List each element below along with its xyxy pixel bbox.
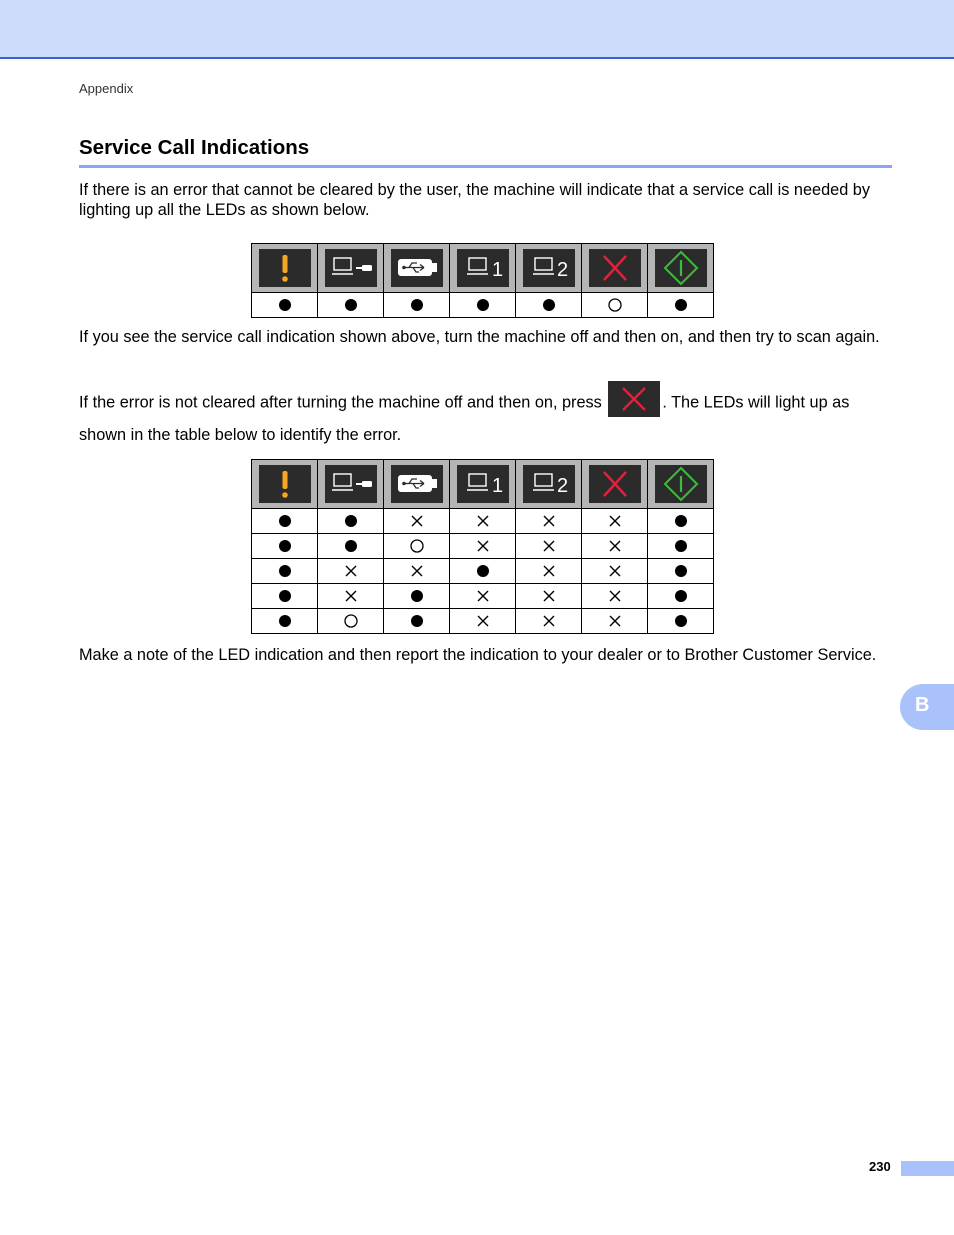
led-cell bbox=[516, 559, 582, 584]
led-cell bbox=[516, 534, 582, 559]
led-on-mark bbox=[410, 298, 424, 312]
led-on-mark bbox=[278, 614, 292, 628]
led-header-cell bbox=[516, 460, 582, 509]
led-irrelevant-mark bbox=[477, 590, 489, 602]
led-cell bbox=[252, 584, 318, 609]
led-cell bbox=[384, 293, 450, 318]
led-cell bbox=[450, 293, 516, 318]
led-cell bbox=[648, 509, 714, 534]
led-cell bbox=[318, 509, 384, 534]
led-irrelevant-mark bbox=[543, 515, 555, 527]
scan-to-pc-icon bbox=[325, 249, 377, 287]
led-header-cell bbox=[252, 460, 318, 509]
pc1-label: 1 bbox=[491, 259, 503, 281]
stop-paragraph-before: If the error is not cleared after turning the machine off and then on, press bbox=[79, 393, 607, 412]
pc1-label: 1 bbox=[491, 475, 503, 497]
led-irrelevant-mark bbox=[609, 590, 621, 602]
led-row bbox=[252, 609, 714, 634]
page-number-bar bbox=[901, 1161, 954, 1176]
led-cell bbox=[450, 584, 516, 609]
led-on-mark bbox=[674, 539, 688, 553]
led-on-mark bbox=[344, 539, 358, 553]
led-header-cell bbox=[384, 460, 450, 509]
led-irrelevant-mark bbox=[477, 515, 489, 527]
led-cell bbox=[252, 293, 318, 318]
led-irrelevant-mark bbox=[345, 590, 357, 602]
page-number: 230 bbox=[869, 1159, 891, 1174]
led-on-mark bbox=[278, 589, 292, 603]
restart-paragraph: If you see the service call indication shown above, turn the machine off and then on, and then try to scan again. bbox=[79, 328, 880, 346]
appendix-tab bbox=[900, 684, 954, 730]
header-band bbox=[0, 0, 954, 59]
led-cell bbox=[318, 534, 384, 559]
led-cell bbox=[450, 609, 516, 634]
led-row bbox=[252, 559, 714, 584]
scan-to-pc-icon bbox=[325, 465, 377, 503]
led-cell bbox=[648, 609, 714, 634]
section-title: Service Call Indications bbox=[79, 136, 310, 159]
led-row bbox=[252, 293, 714, 318]
led-cell bbox=[450, 509, 516, 534]
led-cell bbox=[582, 509, 648, 534]
led-irrelevant-mark bbox=[411, 515, 423, 527]
scan-to-usb-icon bbox=[391, 249, 443, 287]
start-icon bbox=[655, 249, 707, 287]
pc2-label: 2 bbox=[556, 475, 568, 497]
led-cell bbox=[384, 509, 450, 534]
led-header-cell bbox=[516, 244, 582, 293]
led-header-row bbox=[252, 244, 714, 293]
intro-paragraph: If there is an error that cannot be cleared by the user, the machine will indicate that a service call is needed by lighting up all the LEDs as shown below. bbox=[79, 181, 870, 219]
scan-to-pc2-icon bbox=[523, 249, 575, 287]
stop-icon bbox=[589, 249, 641, 287]
led-cell bbox=[648, 293, 714, 318]
led-cell bbox=[318, 609, 384, 634]
led-cell bbox=[648, 559, 714, 584]
pc2-label: 2 bbox=[556, 259, 568, 281]
led-irrelevant-mark bbox=[609, 515, 621, 527]
led-irrelevant-mark bbox=[477, 615, 489, 627]
led-on-mark bbox=[278, 539, 292, 553]
led-header-cell bbox=[450, 244, 516, 293]
scan-to-pc1-icon bbox=[457, 249, 509, 287]
title-underline bbox=[79, 165, 892, 168]
led-cell bbox=[582, 534, 648, 559]
led-cell bbox=[318, 584, 384, 609]
led-cell bbox=[384, 534, 450, 559]
led-on-mark bbox=[278, 298, 292, 312]
error-icon bbox=[259, 465, 311, 503]
stop-paragraph bbox=[79, 385, 894, 449]
led-irrelevant-mark bbox=[477, 540, 489, 552]
led-cell bbox=[252, 509, 318, 534]
led-off-mark bbox=[410, 539, 424, 553]
led-cell bbox=[582, 584, 648, 609]
error-icon bbox=[259, 249, 311, 287]
led-on-mark bbox=[278, 514, 292, 528]
led-cell bbox=[384, 559, 450, 584]
led-row bbox=[252, 509, 714, 534]
led-on-mark bbox=[344, 298, 358, 312]
led-cell bbox=[516, 584, 582, 609]
led-on-mark bbox=[410, 589, 424, 603]
led-on-mark bbox=[410, 614, 424, 628]
scan-to-usb-icon bbox=[391, 465, 443, 503]
appendix-tab-letter: B bbox=[915, 694, 930, 716]
stop-icon bbox=[589, 465, 641, 503]
led-cell bbox=[252, 534, 318, 559]
led-cell bbox=[252, 559, 318, 584]
led-cell bbox=[252, 609, 318, 634]
led-off-mark bbox=[608, 298, 622, 312]
led-irrelevant-mark bbox=[543, 540, 555, 552]
led-row bbox=[252, 584, 714, 609]
led-cell bbox=[582, 609, 648, 634]
led-cell bbox=[648, 584, 714, 609]
led-row bbox=[252, 534, 714, 559]
led-header-cell bbox=[384, 244, 450, 293]
breadcrumb: Appendix bbox=[79, 81, 134, 96]
led-cell bbox=[450, 534, 516, 559]
led-irrelevant-mark bbox=[543, 590, 555, 602]
led-on-mark bbox=[674, 564, 688, 578]
led-on-mark bbox=[542, 298, 556, 312]
led-header-cell bbox=[252, 244, 318, 293]
stop-button-icon bbox=[608, 381, 660, 417]
led-cell bbox=[384, 584, 450, 609]
led-cell bbox=[318, 293, 384, 318]
led-cell bbox=[582, 559, 648, 584]
led-cell bbox=[648, 534, 714, 559]
led-header-cell bbox=[648, 460, 714, 509]
report-paragraph: Make a note of the LED indication and then report the indication to your dealer or to Brother Customer Service. bbox=[79, 646, 877, 664]
led-header-cell bbox=[318, 460, 384, 509]
led-irrelevant-mark bbox=[411, 565, 423, 577]
led-header-cell bbox=[582, 244, 648, 293]
led-on-mark bbox=[476, 298, 490, 312]
led-off-mark bbox=[344, 614, 358, 628]
scan-to-pc2-icon bbox=[523, 465, 575, 503]
led-on-mark bbox=[344, 514, 358, 528]
led-header-cell bbox=[582, 460, 648, 509]
led-on-mark bbox=[278, 564, 292, 578]
led-irrelevant-mark bbox=[609, 615, 621, 627]
led-cell bbox=[384, 609, 450, 634]
service-call-led-table bbox=[251, 243, 714, 318]
led-header-cell bbox=[450, 460, 516, 509]
led-on-mark bbox=[674, 614, 688, 628]
led-irrelevant-mark bbox=[543, 615, 555, 627]
led-cell bbox=[516, 609, 582, 634]
led-irrelevant-mark bbox=[609, 540, 621, 552]
led-irrelevant-mark bbox=[543, 565, 555, 577]
led-cell bbox=[516, 293, 582, 318]
led-on-mark bbox=[674, 589, 688, 603]
led-header-cell bbox=[648, 244, 714, 293]
led-on-mark bbox=[674, 514, 688, 528]
led-cell bbox=[582, 293, 648, 318]
start-icon bbox=[655, 465, 707, 503]
led-on-mark bbox=[476, 564, 490, 578]
led-cell bbox=[516, 509, 582, 534]
error-led-table bbox=[251, 459, 714, 634]
led-cell bbox=[450, 559, 516, 584]
stop-paragraph-after: . The LEDs will light up as shown in the table below to identify the error. bbox=[79, 393, 850, 444]
led-header-cell bbox=[318, 244, 384, 293]
led-cell bbox=[318, 559, 384, 584]
scan-to-pc1-icon bbox=[457, 465, 509, 503]
led-header-row bbox=[252, 460, 714, 509]
led-irrelevant-mark bbox=[609, 565, 621, 577]
led-on-mark bbox=[674, 298, 688, 312]
led-irrelevant-mark bbox=[345, 565, 357, 577]
